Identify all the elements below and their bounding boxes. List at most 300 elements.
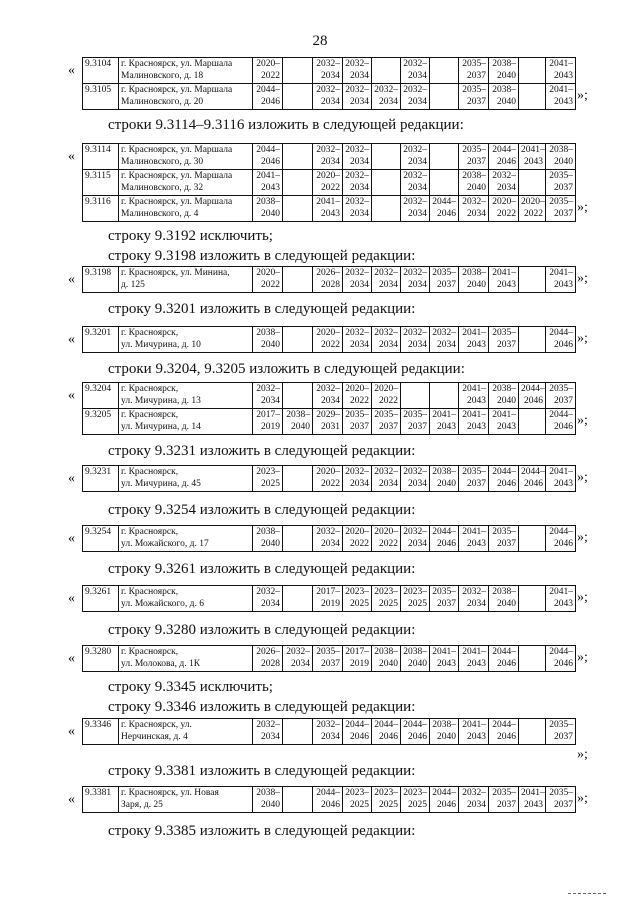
address-line: г. Красноярск, ул. Маршала [121,197,233,207]
address-line: г. Красноярск, [121,410,179,420]
year-start: 2032– [403,145,427,155]
year-end: 2022 [524,209,543,219]
year-range-cell [459,409,489,435]
year-end: 2040 [261,340,280,350]
year-end: 2034 [379,280,398,290]
year-end: 2040 [261,800,280,810]
year-range-cell [546,719,576,745]
year-end: 2022 [379,396,398,406]
year-range-cell [343,719,372,745]
year-end [285,208,310,220]
year-start: 2032– [345,268,369,278]
year-end: 2043 [524,800,543,810]
year-end: 2043 [467,396,486,406]
register-table [82,326,576,353]
row-number: 9.3104 [83,58,119,84]
year-start: 2041– [316,197,340,207]
year-start: 2032– [316,145,340,155]
year-range-cell [253,586,283,612]
year-range-cell [253,409,283,435]
row-number: 9.3105 [83,84,119,110]
year-start: 2032– [403,328,427,338]
year-range-cell [283,383,313,409]
year-start: 2041– [492,410,516,420]
year-range-cell [546,327,576,353]
year-end: 2037 [497,539,516,549]
year-range-cell [459,144,489,170]
year-range-cell [253,526,283,552]
year-range-cell [546,586,576,612]
closing-quote: »; [577,530,588,545]
year-range-cell [546,144,576,170]
year-end: 2037 [321,659,340,669]
year-end: 2034 [261,732,280,742]
year-range-cell [519,787,546,813]
year-range-cell [519,719,546,745]
address-line: г. Красноярск, [121,328,179,338]
year-range-cell [253,383,283,409]
year-start [521,84,543,96]
year-end [432,156,456,168]
year-end [285,395,310,407]
year-start: 2044– [432,527,456,537]
year-start: 2032– [492,171,516,181]
year-range-cell [401,787,430,813]
year-range-cell [372,58,401,84]
year-range-cell [283,466,313,492]
table-row [83,327,576,353]
year-start: 2038– [492,587,516,597]
year-start: 2035– [492,788,516,798]
year-start: 2020– [374,527,398,537]
address-cell [119,646,253,672]
year-start: 2032– [345,467,369,477]
year-range-cell [430,526,459,552]
year-range-cell [489,526,519,552]
year-end: 2028 [261,659,280,669]
year-start: 2044– [549,328,573,338]
year-end: 2040 [291,422,310,432]
year-end: 2025 [350,800,369,810]
opening-quote: « [68,471,75,486]
year-start: 2032– [374,328,398,338]
register-table [82,786,576,813]
year-range-cell [459,84,489,110]
year-range-cell [313,327,343,353]
opening-quote: « [68,63,75,78]
year-start: 2020– [256,268,280,278]
year-start: 2041– [462,527,486,537]
register-table [82,585,576,612]
year-range-cell [430,327,459,353]
year-range-cell [401,586,430,612]
year-start [521,526,543,538]
year-start: 2044– [521,467,545,477]
year-start: 2044– [492,467,516,477]
year-end: 2040 [497,396,516,406]
year-start: 2032– [316,85,340,95]
year-range-cell [253,58,283,84]
year-start: 2041– [521,788,545,798]
address-cell [119,58,253,84]
year-end [374,70,398,82]
year-end [374,208,398,220]
address-cell [119,170,253,196]
register-table [82,266,576,293]
year-start: 2035– [462,467,486,477]
amendment-instruction: строку 9.3345 исключить; [108,679,273,695]
table-row [83,409,576,435]
year-start [521,409,543,421]
year-end: 2043 [321,209,340,219]
address-line: Малиновского, д. 18 [121,71,204,81]
year-range-cell [430,196,459,222]
year-range-cell [489,719,519,745]
year-start: 2041– [549,59,573,69]
year-range-cell [459,646,489,672]
year-end: 2034 [408,340,427,350]
year-start: 2044– [374,720,398,730]
year-start [403,383,427,395]
year-range-cell [489,466,519,492]
year-range-cell [343,787,372,813]
year-range-cell [430,466,459,492]
year-range-cell [489,409,519,435]
year-range-cell [313,526,343,552]
year-start: 2044– [492,647,516,657]
opening-quote: « [68,332,75,347]
year-start [432,84,456,96]
row-number: 9.3254 [83,526,119,552]
address-line: Малиновского, д. 4 [121,209,199,219]
year-end [285,799,310,811]
year-end: 2046 [261,97,280,107]
year-end: 2043 [497,422,516,432]
year-range-cell [343,196,372,222]
year-end: 2037 [350,422,369,432]
year-start: 2038– [432,467,456,477]
year-start: 2032– [345,171,369,181]
year-range-cell [401,646,430,672]
amendment-instruction: строку 9.3254 изложить в следующей редакции: [108,502,416,518]
year-start: 2041– [462,410,486,420]
address-line: г. Красноярск, ул. Маршала [121,145,233,155]
year-end: 2043 [261,183,280,193]
year-end: 2037 [554,396,573,406]
year-range-cell [313,58,343,84]
year-start: 2041– [549,268,573,278]
address-cell [119,526,253,552]
year-end: 2034 [350,157,369,167]
year-end: 2034 [350,183,369,193]
year-range-cell [546,267,576,293]
year-range-cell [546,84,576,110]
year-range-cell [313,383,343,409]
year-range-cell [283,646,313,672]
year-start: 2032– [316,527,340,537]
year-end: 2040 [554,157,573,167]
year-start: 2032– [403,59,427,69]
year-range-cell [372,787,401,813]
year-start: 2032– [462,587,486,597]
year-range-cell [459,466,489,492]
amendment-instruction: строку 9.3261 изложить в следующей редакции: [108,561,416,577]
year-range-cell [283,327,313,353]
year-range-cell [372,409,401,435]
year-end [521,279,543,291]
closing-quote: »; [577,470,588,485]
year-end: 2019 [350,659,369,669]
year-start: 2020– [374,384,398,394]
year-range-cell [343,170,372,196]
year-start: 2023– [256,467,280,477]
year-end: 2040 [497,71,516,81]
closing-quote: »; [577,413,588,428]
year-end: 2034 [291,659,310,669]
year-end: 2037 [497,800,516,810]
year-range-cell [343,383,372,409]
year-end: 2046 [524,396,543,406]
year-end: 2043 [467,340,486,350]
year-start: 2032– [316,59,340,69]
year-range-cell [401,409,430,435]
year-start: 2026– [316,268,340,278]
year-end: 2046 [408,732,427,742]
page-number: 28 [312,33,328,49]
year-end: 2037 [554,209,573,219]
year-start: 2035– [549,720,573,730]
year-range-cell [401,58,430,84]
year-end: 2040 [467,280,486,290]
year-range-cell [430,58,459,84]
year-start: 2044– [256,145,280,155]
year-start: 2041– [462,720,486,730]
year-start: 2041– [432,647,456,657]
year-end: 2043 [467,659,486,669]
year-end: 2037 [408,422,427,432]
year-start [521,58,543,70]
year-start: 2044– [549,527,573,537]
year-end: 2046 [321,800,340,810]
year-range-cell [283,267,313,293]
year-start: 2044– [492,145,516,155]
year-start: 2035– [549,384,573,394]
year-range-cell [283,170,313,196]
address-cell [119,144,253,170]
address-cell [119,383,253,409]
year-start: 2044– [345,720,369,730]
year-range-cell [519,327,546,353]
closing-quote: »; [577,200,588,215]
year-end: 2034 [467,800,486,810]
year-end: 2034 [408,209,427,219]
table-row [83,267,576,293]
year-end: 2043 [467,422,486,432]
address-cell [119,586,253,612]
year-start [285,526,310,538]
year-end: 2037 [554,183,573,193]
year-end: 2034 [379,340,398,350]
year-range-cell [401,196,430,222]
year-range-cell [343,586,372,612]
year-start: 2041– [432,410,456,420]
year-end: 2046 [554,539,573,549]
year-start: 2017– [316,587,340,597]
year-end [521,96,543,108]
year-end [285,598,310,610]
year-range-cell [283,196,313,222]
year-range-cell [546,170,576,196]
year-start: 2044– [549,410,573,420]
year-range-cell [313,586,343,612]
year-range-cell [283,144,313,170]
closing-quote: »; [577,650,588,665]
address-cell [119,466,253,492]
year-end: 2034 [261,599,280,609]
table-row [83,719,576,745]
address-line: г. Красноярск, ул. Новая [121,788,219,798]
address-cell [119,719,253,745]
year-range-cell [519,170,546,196]
year-range-cell [519,196,546,222]
closing-quote: »; [577,590,588,605]
year-end: 2037 [467,157,486,167]
year-range-cell [489,267,519,293]
year-range-cell [372,144,401,170]
year-range-cell [372,267,401,293]
year-end: 2046 [554,422,573,432]
year-range-cell [401,170,430,196]
row-number: 9.3204 [83,383,119,409]
year-start: 2038– [403,647,427,657]
year-end: 2034 [321,539,340,549]
amendment-instruction: строку 9.3231 изложить в следующей редакции: [108,443,416,459]
year-start: 2032– [403,171,427,181]
year-end: 2034 [379,479,398,489]
year-start: 2032– [432,328,456,338]
year-start: 2020– [316,467,340,477]
year-end: 2034 [321,732,340,742]
year-start: 2032– [316,720,340,730]
year-range-cell [519,526,546,552]
year-end: 2019 [321,599,340,609]
year-range-cell [343,646,372,672]
address-line: г. Красноярск, [121,587,179,597]
year-start: 2020– [256,59,280,69]
year-range-cell [519,466,546,492]
opening-quote: « [68,591,75,606]
register-table [82,382,576,435]
opening-quote: « [68,272,75,287]
year-end: 2040 [437,732,456,742]
year-start: 2035– [462,145,486,155]
year-end: 2022 [379,539,398,549]
year-start: 2032– [403,268,427,278]
amendment-instruction: строку 9.3192 исключить; [108,228,273,244]
year-start: 2032– [403,467,427,477]
year-range-cell [401,719,430,745]
address-line: г. Красноярск, [121,384,179,394]
year-start: 2020– [316,171,340,181]
year-end: 2046 [554,659,573,669]
year-range-cell [430,586,459,612]
year-start: 2032– [256,720,280,730]
year-end: 2037 [437,280,456,290]
year-range-cell [401,383,430,409]
year-range-cell [489,383,519,409]
year-range-cell [313,409,343,435]
table-row [83,787,576,813]
address-line: Заря, д. 25 [121,800,163,810]
year-range-cell [372,466,401,492]
year-range-cell [459,719,489,745]
year-range-cell [489,170,519,196]
year-end: 2046 [497,659,516,669]
year-range-cell [283,84,313,110]
amendment-instruction: строки 9.3204, 9.3205 изложить в следующей редакции: [108,361,465,377]
year-end: 2022 [261,280,280,290]
year-end: 2040 [497,599,516,609]
year-range-cell [283,787,313,813]
year-end [285,156,310,168]
table-row [83,84,576,110]
year-start: 2038– [462,171,486,181]
year-start: 2032– [374,268,398,278]
year-start: 2035– [549,197,573,207]
year-range-cell [372,327,401,353]
year-start: 2020– [345,384,369,394]
year-end: 2034 [321,97,340,107]
register-table [82,465,576,492]
address-cell [119,267,253,293]
year-range-cell [313,84,343,110]
year-start: 2041– [462,384,486,394]
year-range-cell [313,646,343,672]
year-end: 2046 [524,479,543,489]
year-end: 2040 [437,479,456,489]
year-start: 2029– [316,410,340,420]
amendment-instruction: строку 9.3201 изложить в следующей редакции: [108,301,416,317]
row-number: 9.3346 [83,719,119,745]
year-range-cell [253,646,283,672]
address-line: ул. Мичурина, д. 14 [121,422,201,432]
year-range-cell [313,787,343,813]
year-range-cell [489,646,519,672]
year-start: 2023– [374,587,398,597]
year-range-cell [253,144,283,170]
year-end: 2037 [554,732,573,742]
year-start: 2032– [374,467,398,477]
year-end [521,421,543,433]
year-end [285,538,310,550]
year-start [432,383,456,395]
year-end [521,731,543,743]
year-end: 2046 [497,479,516,489]
register-table [82,525,576,552]
year-end: 2034 [321,71,340,81]
address-cell [119,327,253,353]
year-range-cell [372,646,401,672]
year-range-cell [459,787,489,813]
address-line: ул. Можайского, д. 17 [121,539,209,549]
row-number: 9.3198 [83,267,119,293]
year-range-cell [430,409,459,435]
address-line: Малиновского, д. 32 [121,183,204,193]
year-end: 2037 [467,479,486,489]
year-range-cell [343,327,372,353]
row-number: 9.3201 [83,327,119,353]
year-range-cell [401,84,430,110]
